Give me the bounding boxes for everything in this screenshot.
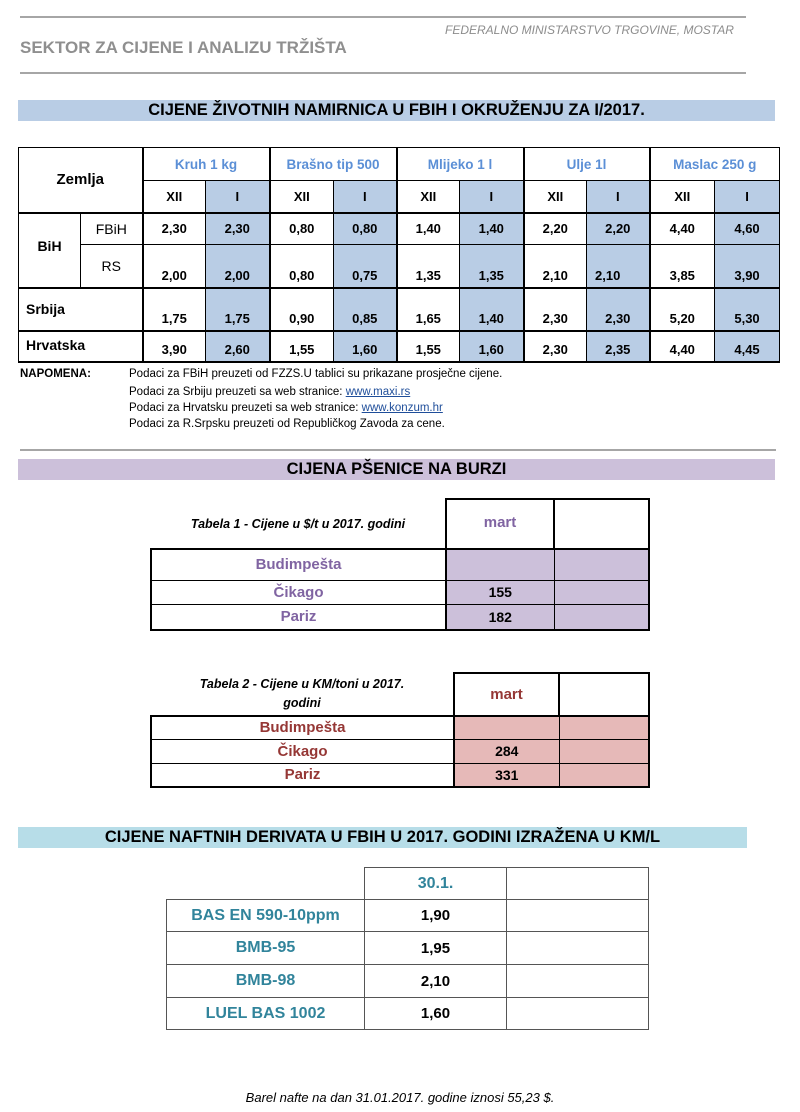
note-line: Podaci za R.Srpsku preuzeti od Republičkog Zavoda za cene. [129,418,445,430]
price-cell: 2,20 [587,213,650,245]
price-cell: 1,35 [397,245,460,288]
city-label: Budimpešta [151,716,454,739]
row-group-bih: BiH [19,213,81,288]
price-cell [454,716,559,739]
product-header-oil: Ulje 1l [524,148,650,181]
price-cell: 1,55 [270,331,334,362]
row-label: Srbija [19,288,143,331]
price-cell: 1,60 [365,998,507,1030]
row-label: FBiH [81,213,143,245]
price-cell: 1,55 [397,331,460,362]
price-cell: 3,90 [715,245,780,288]
blank-cell [554,549,649,580]
price-cell: 5,30 [715,288,780,331]
price-cell: 284 [454,739,559,763]
price-cell: 4,40 [650,213,715,245]
table-row [151,604,649,630]
sector-title: SEKTOR ZA CIJENE I ANALIZU TRŽIŠTA [20,38,347,57]
table-row [167,900,649,932]
price-cell: 0,80 [270,245,334,288]
month-header: I [206,181,270,213]
price-cell: 2,00 [206,245,270,288]
month-header: I [715,181,780,213]
price-cell: 3,85 [650,245,715,288]
month-header: mart [446,499,554,549]
price-cell: 2,30 [206,213,270,245]
note-line: Podaci za FBiH preuzeti od FZZS.U tablici su prikazane prosječne cijene. [129,368,503,380]
month-header: XII [397,181,460,213]
product-header-butter: Maslac 250 g [650,148,780,181]
blank-cell [507,932,649,965]
top-rule [20,16,746,18]
food-section-title: CIJENE ŽIVOTNIH NAMIRNICA U FBIH I OKRUŽENJU ZA I/2017. [18,100,775,121]
price-cell: 2,30 [587,288,650,331]
header-rule [20,72,746,74]
table-row [19,331,780,362]
konzum-link[interactable]: www.konzum.hr [361,402,443,414]
blank-cell [554,604,649,630]
table-row [167,965,649,998]
city-label: Pariz [151,604,446,630]
price-cell: 155 [446,580,554,604]
table-row [167,932,649,965]
price-cell: 331 [454,763,559,787]
table2-caption: Tabela 2 - Cijene u KM/toni u 2017. godini [151,673,454,716]
price-cell: 3,90 [143,331,206,362]
row-label: RS [81,245,143,288]
fuel-product: BMB-95 [167,932,365,965]
blank-cell [507,900,649,932]
product-header-milk: Mlijeko 1 l [397,148,524,181]
price-cell: 2,30 [524,331,587,362]
date-header: 30.1. [365,868,507,900]
city-label: Čikago [151,580,446,604]
blank-header [507,868,649,900]
price-cell: 1,60 [334,331,397,362]
city-label: Čikago [151,739,454,763]
price-cell: 0,80 [334,213,397,245]
city-label: Pariz [151,763,454,787]
price-cell: 2,10 [365,965,507,998]
table-row [151,580,649,604]
price-cell: 182 [446,604,554,630]
price-cell: 1,75 [143,288,206,331]
price-cell: 1,65 [397,288,460,331]
blank-cell [559,716,649,739]
empty-corner [167,868,365,900]
fuel-prices-table [166,867,649,1030]
fuel-product: BAS EN 590-10ppm [167,900,365,932]
table-row [151,716,649,739]
price-cell: 1,95 [365,932,507,965]
note-label: NAPOMENA: [20,368,91,380]
blank-cell [554,580,649,604]
price-cell: 0,85 [334,288,397,331]
blank-cell [559,739,649,763]
note-line: Podaci za Srbiju preuzeti sa web stranice: www.maxi.rs [129,386,411,398]
price-cell: 4,45 [715,331,780,362]
table1-caption: Tabela 1 - Cijene u $/t u 2017. godini [151,499,446,549]
price-cell: 1,40 [397,213,460,245]
blank-cell [507,998,649,1030]
price-cell [446,549,554,580]
price-cell: 1,35 [460,245,524,288]
table-row [151,739,649,763]
price-cell: 0,75 [334,245,397,288]
price-cell: 1,40 [460,213,524,245]
price-cell: 2,30 [143,213,206,245]
food-prices-table [18,147,780,363]
wheat-section-title: CIJENA PŠENICE NA BURZI [18,459,775,480]
fuel-product: LUEL BAS 1002 [167,998,365,1030]
month-header: I [334,181,397,213]
month-header: XII [143,181,206,213]
wheat-table-km [150,672,650,788]
price-cell: 0,90 [270,288,334,331]
blank-cell [507,965,649,998]
table-row [19,213,780,245]
section-rule [20,449,776,451]
fuel-section-title: CIJENE NAFTNIH DERIVATA U FBIH U 2017. GODINI IZRAŽENA U KM/L [18,827,747,848]
row-label: Hrvatska [19,331,143,362]
maxi-link[interactable]: www.maxi.rs [345,386,411,398]
month-header: mart [454,673,559,716]
price-cell: 1,90 [365,900,507,932]
month-header: I [587,181,650,213]
fuel-product: BMB-98 [167,965,365,998]
price-cell: 2,30 [524,288,587,331]
price-cell: 2,10 [524,245,587,288]
blank-cell [559,763,649,787]
price-cell: 2,35 [587,331,650,362]
blank-header [554,499,649,549]
month-header: XII [270,181,334,213]
table-row [19,245,780,288]
table-row [167,998,649,1030]
price-cell: 4,60 [715,213,780,245]
month-header: I [460,181,524,213]
price-cell: 4,40 [650,331,715,362]
price-cell: 2,20 [524,213,587,245]
wheat-table-usd [150,498,650,631]
price-cell: 0,80 [270,213,334,245]
price-cell: 5,20 [650,288,715,331]
month-header: XII [650,181,715,213]
footer-note: Barel nafte na dan 31.01.2017. godine iznosi 55,23 $. [245,1090,555,1105]
price-cell: 1,75 [206,288,270,331]
price-cell: 2,60 [206,331,270,362]
product-header-flour: Brašno tip 500 [270,148,397,181]
blank-header [559,673,649,716]
organization-name: FEDERALNO MINISTARSTVO TRGOVINE, MOSTAR [445,23,734,37]
price-cell: 1,60 [460,331,524,362]
country-header: Zemlja [19,148,143,213]
price-cell: 2,00 [143,245,206,288]
note-line: Podaci za Hrvatsku preuzeti sa web stranice: www.konzum.hr [129,402,443,414]
city-label: Budimpešta [151,549,446,580]
table-row [151,549,649,580]
price-cell: 2,10 [587,245,650,288]
table-row [151,763,649,787]
month-header: XII [524,181,587,213]
product-header-bread: Kruh 1 kg [143,148,270,181]
price-cell: 1,40 [460,288,524,331]
table-row [19,288,780,331]
